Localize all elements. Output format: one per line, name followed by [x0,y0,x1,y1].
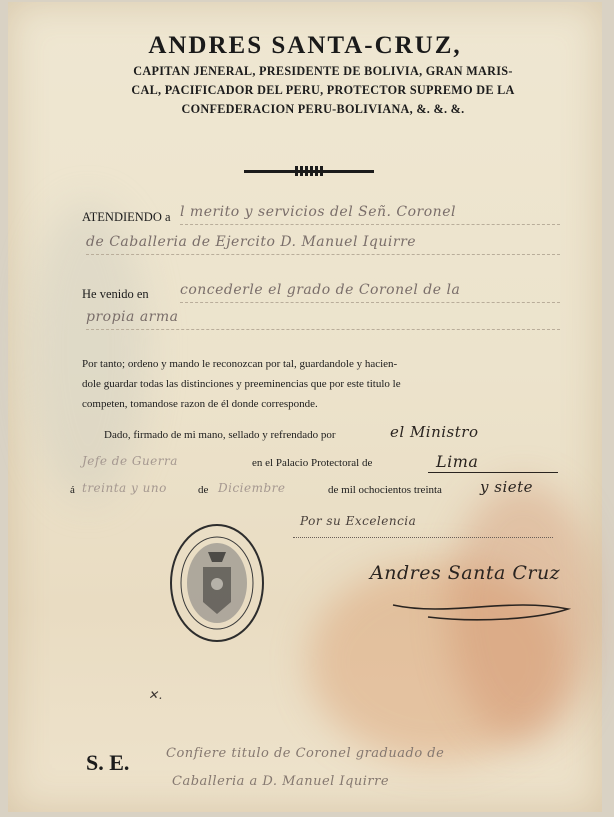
atendiendo-label: ATENDIENDO a [82,210,171,224]
fill-line [428,472,558,473]
se-label: S. E. [86,750,130,775]
document-page [8,2,602,812]
subtitle-line-2: CAL, PACIFICADOR DEL PERU, PROTECTOR SUPREMO DE LA [131,83,515,97]
fill-line [86,329,560,330]
mandate-line-2: dole guardar todas las distinciones y preeminencias que por este titulo le [82,378,401,390]
subtitle-line-1: CAPITAN JENERAL, PRESIDENTE DE BOLIVIA, GRAN MARIS- [133,64,513,78]
jefe-guerra-handwriting: Jefe de Guerra [82,454,178,468]
official-seal [168,522,266,644]
signature-flourish [388,587,578,627]
atendiendo-handwriting-1: l merito y servicios del Señ. Coronel [180,204,456,220]
day-handwriting: treinta y uno [82,481,167,495]
fill-line [180,302,560,303]
fill-line [293,537,553,538]
fill-line [86,254,560,255]
document-subtitle [78,62,568,119]
ministro-handwriting: el Ministro [390,423,479,441]
document-title: ANDRES SANTA-CRUZ, [148,32,462,59]
date-de-text: de [198,484,209,496]
subtitle-line-3: CONFEDERACION PERU-BOLIVIANA, &. &. &. [181,102,465,116]
small-mark: ✕. [148,688,163,702]
mandate-paragraph [82,354,552,414]
month-handwriting: Diciembre [218,481,286,495]
ornamental-rule-center [295,166,325,176]
footer-handwriting-2: Caballeria a D. Manuel Iquirre [172,774,390,789]
year-printed-text: de mil ochocientos treinta [328,484,442,496]
he-venido-handwriting-2: propia arma [86,309,179,325]
fill-line [180,224,560,225]
palacio-text: en el Palacio Protectoral de [252,457,373,469]
mandate-line-1: Por tanto; ordeno y mando le reconozcan por tal, guardandole y hacien- [82,358,398,370]
date-prefix: á [70,484,75,496]
lima-handwriting: Lima [436,452,479,471]
he-venido-label: He venido en [82,287,149,301]
mandate-line-3: competen, tomandose razon de él donde corresponde. [82,398,318,410]
por-su-excelencia-handwriting: Por su Excelencia [300,514,417,528]
he-venido-handwriting-1: concederle el grado de Coronel de la [180,282,461,298]
atendiendo-handwriting-2: de Caballeria de Ejercito D. Manuel Iquirre [86,234,417,250]
year-handwriting: y siete [480,478,534,496]
signature: Andres Santa Cruz [370,562,561,584]
footer-handwriting-1: Confiere titulo de Coronel graduado de [166,746,445,761]
dado-firmado-text: Dado, firmado de mi mano, sellado y refrendado por [104,429,336,441]
